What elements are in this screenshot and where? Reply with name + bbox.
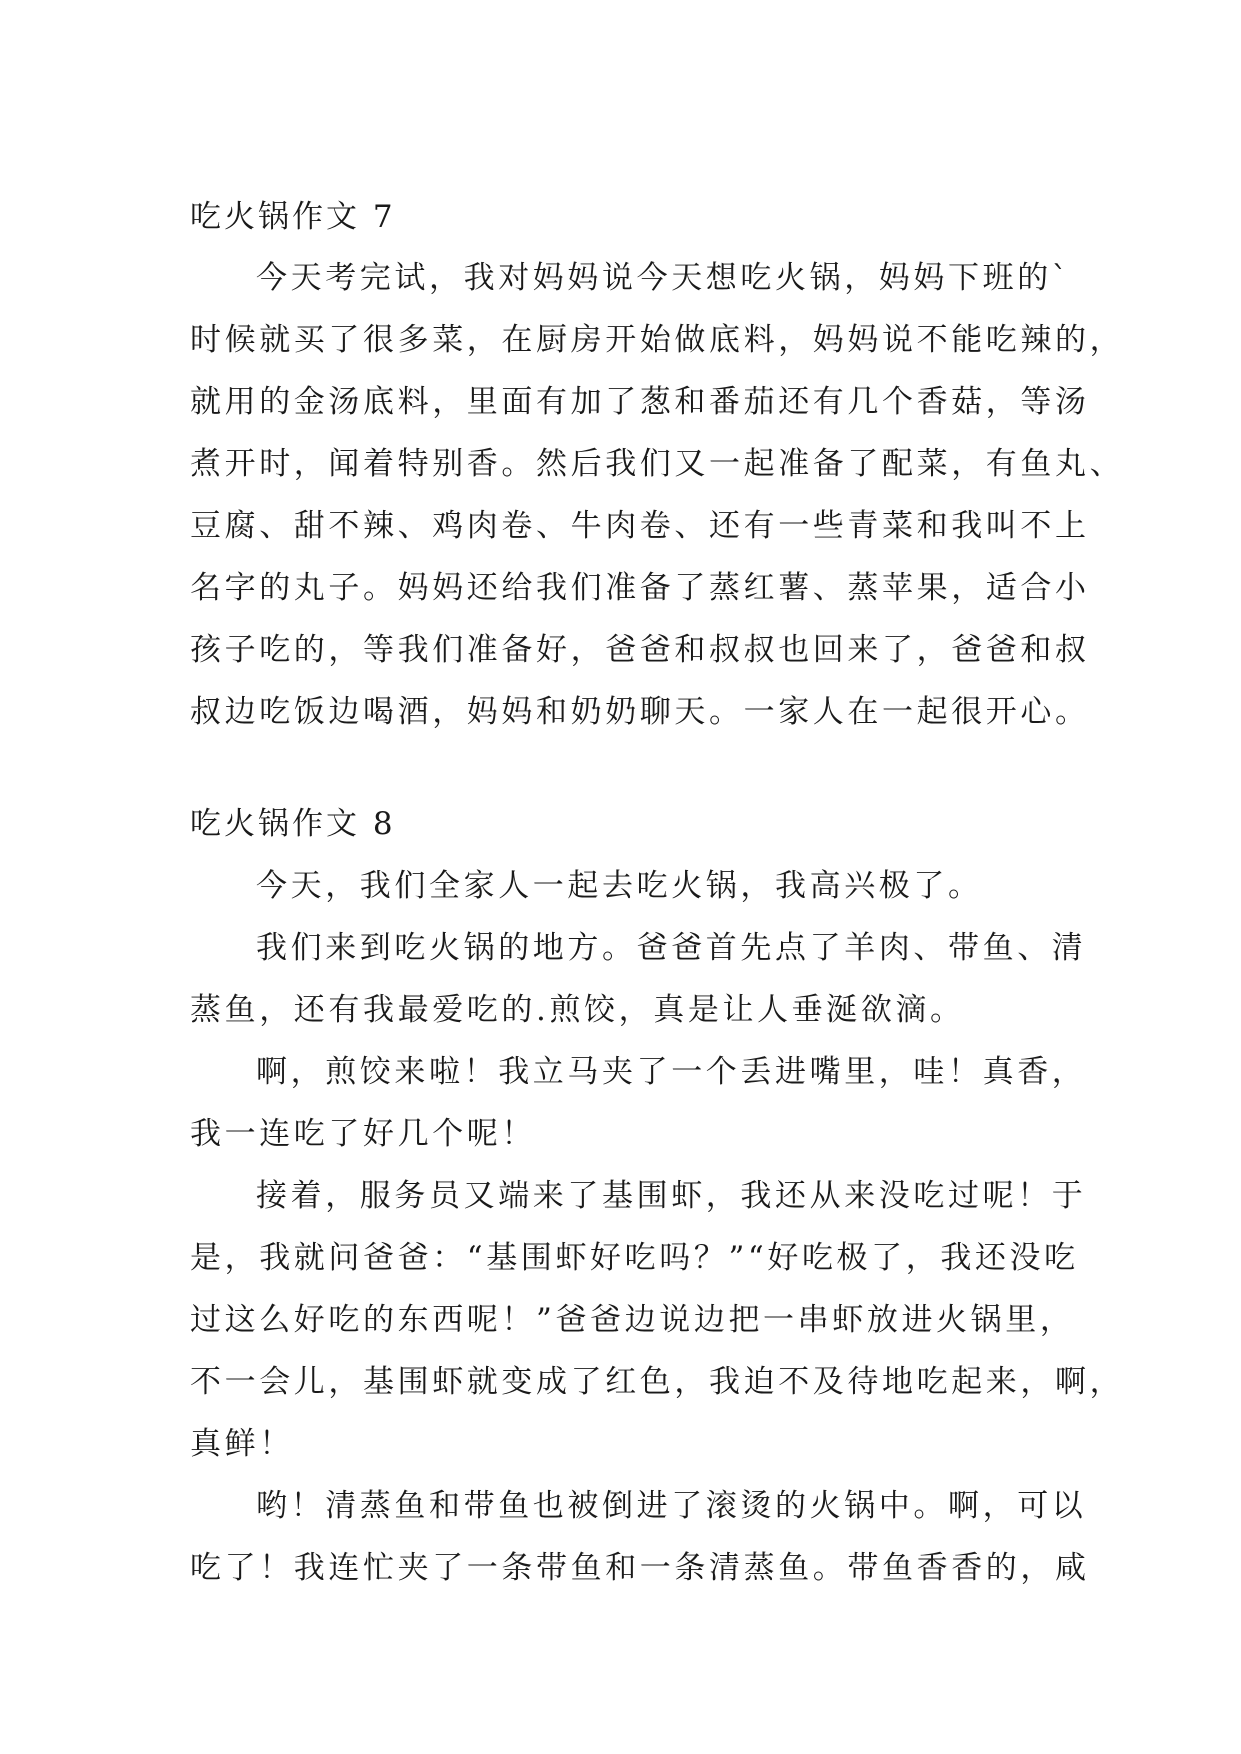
essay-8-line-9: 不一会儿，基围虾就变成了红色，我迫不及待地吃起来，啊， (190, 1364, 1125, 1400)
essay-8-line-5: 我一连吃了好几个呢！ (190, 1116, 536, 1152)
essay-7-line-7: 孩子吃的，等我们准备好，爸爸和叔叔也回来了，爸爸和叔 (190, 632, 1090, 668)
essay-8-line-12: 吃了！我连忙夹了一条带鱼和一条清蒸鱼。带鱼香香的，咸 (190, 1550, 1090, 1586)
essay-8-line-7: 是，我就问爸爸：“基围虾好吃吗？”“好吃极了，我还没吃 (190, 1240, 1079, 1276)
essay-8-line-6: 接着，服务员又端来了基围虾，我还从来没吃过呢！于 (256, 1178, 1087, 1214)
essay-7-line-2: 时候就买了很多菜，在厨房开始做底料，妈妈说不能吃辣的， (190, 322, 1125, 358)
essay-7-title: 吃火锅作文 7 (190, 199, 396, 235)
essay-8-title: 吃火锅作文 8 (190, 806, 396, 842)
essay-8-line-1: 今天，我们全家人一起去吃火锅，我高兴极了。 (256, 868, 983, 904)
essay-7-line-4: 煮开时，闻着特别香。然后我们又一起准备了配菜，有鱼丸、 (190, 446, 1125, 482)
essay-8-line-10: 真鲜！ (190, 1426, 294, 1462)
essay-8-line-3: 蒸鱼，还有我最爱吃的.煎饺，真是让人垂涎欲滴。 (190, 992, 965, 1028)
essay-7-line-3: 就用的金汤底料，里面有加了葱和番茄还有几个香菇，等汤 (190, 384, 1090, 420)
essay-8-line-8: 过这么好吃的东西呢！”爸爸边说边把一串虾放进火锅里， (190, 1302, 1075, 1338)
essay-8-line-4: 啊，煎饺来啦！我立马夹了一个丢进嘴里，哇！真香， (256, 1054, 1087, 1090)
essay-7-line-8: 叔边吃饭边喝酒，妈妈和奶奶聊天。一家人在一起很开心。 (190, 694, 1090, 730)
essay-7-line-6: 名字的丸子。妈妈还给我们准备了蒸红薯、蒸苹果，适合小 (190, 570, 1090, 606)
essay-8-line-11: 哟！清蒸鱼和带鱼也被倒进了滚烫的火锅中。啊，可以 (256, 1488, 1087, 1524)
essay-7-line-5: 豆腐、甜不辣、鸡肉卷、牛肉卷、还有一些青菜和我叫不上 (190, 508, 1090, 544)
essay-7-line-1: 今天考完试，我对妈妈说今天想吃火锅，妈妈下班的` (256, 260, 1071, 296)
essay-8-line-2: 我们来到吃火锅的地方。爸爸首先点了羊肉、带鱼、清 (256, 930, 1087, 966)
